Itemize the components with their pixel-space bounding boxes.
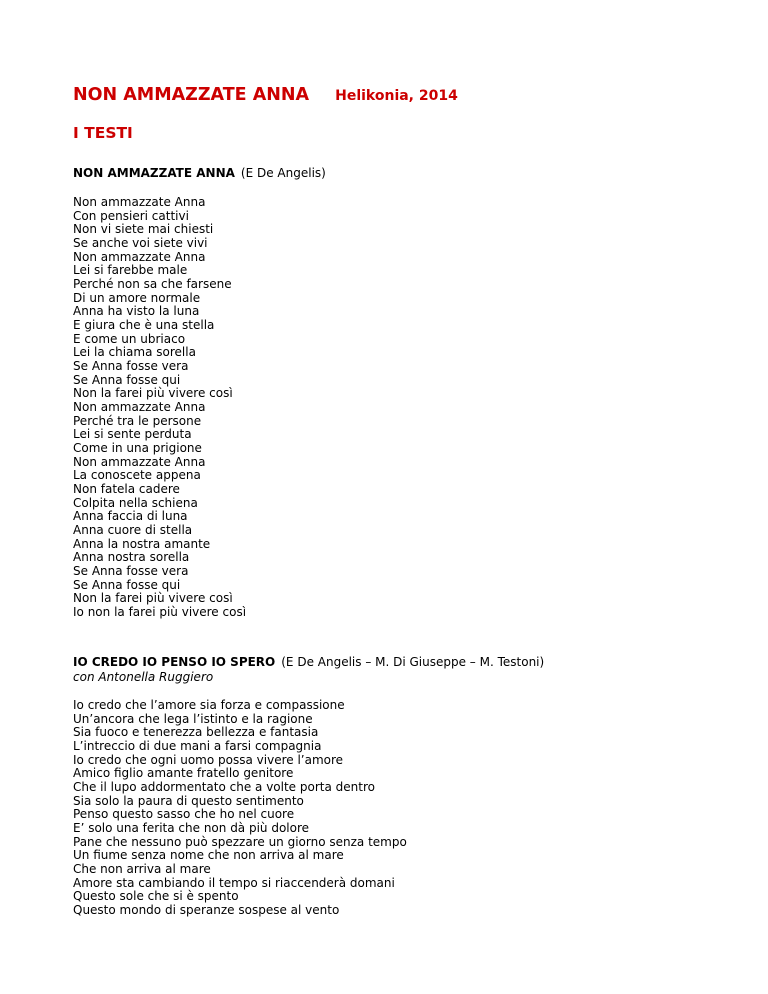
lyric-line: Non ammazzate Anna [73, 454, 206, 469]
lyric-line: Lei la chiama sorella [73, 345, 196, 360]
lyric-line: E giura che è una stella [73, 318, 215, 333]
song-title: IO CREDO IO PENSO IO SPERO [73, 655, 276, 669]
song-lyrics [73, 196, 246, 620]
publisher-year: Helikonia, 2014 [335, 88, 458, 104]
song-title: NON AMMAZZATE ANNA [73, 166, 235, 180]
lyric-line: Anna nostra sorella [73, 550, 190, 565]
lyric-line: Lei si farebbe male [73, 263, 188, 278]
song-credits: (E De Angelis) [240, 166, 326, 180]
lyric-line: La conoscete appena [73, 468, 201, 483]
lyric-line: Questo sole che si è spento [73, 889, 239, 904]
document-title-row [73, 84, 458, 107]
lyric-line: Penso questo sasso che ho nel cuore [73, 807, 295, 822]
lyric-line: E come un ubriaco [73, 331, 186, 346]
lyric-line: Non ammazzate Anna [73, 249, 206, 264]
lyric-line: Che non arriva al mare [73, 862, 211, 877]
lyric-line: Io credo che ogni uomo possa vivere l’amore [73, 752, 344, 767]
lyric-line: Se Anna fosse vera [73, 564, 189, 579]
lyric-line: Anna cuore di stella [73, 523, 193, 538]
lyric-line: Sia fuoco e tenerezza bellezza e fantasia [73, 725, 319, 740]
lyric-line: Se Anna fosse qui [73, 372, 181, 387]
lyric-line: Se Anna fosse vera [73, 359, 189, 374]
lyric-line: Come in una prigione [73, 441, 202, 456]
lyric-line: Che il lupo addormentato che a volte porta dentro [73, 780, 375, 795]
lyric-line: Sia solo la paura di questo sentimento [73, 793, 304, 808]
album-title: NON AMMAZZATE ANNA [73, 85, 310, 105]
song-credits: (E De Angelis – M. Di Giuseppe – M. Testoni) [281, 655, 545, 669]
lyric-line: Perché tra le persone [73, 413, 202, 428]
lyric-line: Non fatela cadere [73, 482, 180, 497]
lyric-line: Io non la farei più vivere così [73, 605, 247, 620]
lyric-line: Amore sta cambiando il tempo si riaccenderà domani [73, 875, 395, 890]
lyric-line: Non la farei più vivere così [73, 591, 233, 606]
lyric-line: Anna ha visto la luna [73, 304, 200, 319]
lyric-line: Non la farei più vivere così [73, 386, 233, 401]
song-lyrics [73, 699, 407, 918]
lyric-line: Un’ancora che lega l’istinto e la ragione [73, 711, 313, 726]
lyric-line: Di un amore normale [73, 290, 201, 305]
lyric-line: Con pensieri cattivi [73, 208, 189, 223]
lyric-line: Amico figlio amante fratello genitore [73, 766, 294, 781]
lyric-line: Un fiume senza nome che non arriva al mare [73, 848, 344, 863]
lyric-line: Non ammazzate Anna [73, 400, 206, 415]
song-featuring: con Antonella Ruggiero [73, 670, 214, 684]
lyric-line: Non vi siete mai chiesti [73, 222, 214, 237]
lyric-line: Colpita nella schiena [73, 495, 198, 510]
lyric-line: Anna la nostra amante [73, 536, 211, 551]
lyric-line: Perché non sa che farsene [73, 277, 232, 292]
lyric-line: Pane che nessuno può spezzare un giorno senza tempo [73, 834, 407, 849]
lyric-line: Io credo che l’amore sia forza e compassione [73, 698, 345, 712]
section-title: I TESTI [73, 124, 133, 142]
lyric-line: E’ solo una ferita che non dà più dolore [73, 821, 310, 836]
lyric-line: Se Anna fosse qui [73, 577, 181, 592]
lyric-line: Se anche voi siete vivi [73, 236, 208, 251]
song-header [73, 655, 544, 685]
lyric-line: Anna faccia di luna [73, 509, 188, 524]
lyric-line: Questo mondo di speranze sospese al vento [73, 903, 340, 918]
lyric-line: Lei si sente perduta [73, 427, 192, 442]
song-header [73, 166, 326, 181]
lyric-line: Non ammazzate Anna [73, 195, 206, 209]
lyric-line: L’intreccio di due mani a farsi compagnia [73, 739, 322, 754]
